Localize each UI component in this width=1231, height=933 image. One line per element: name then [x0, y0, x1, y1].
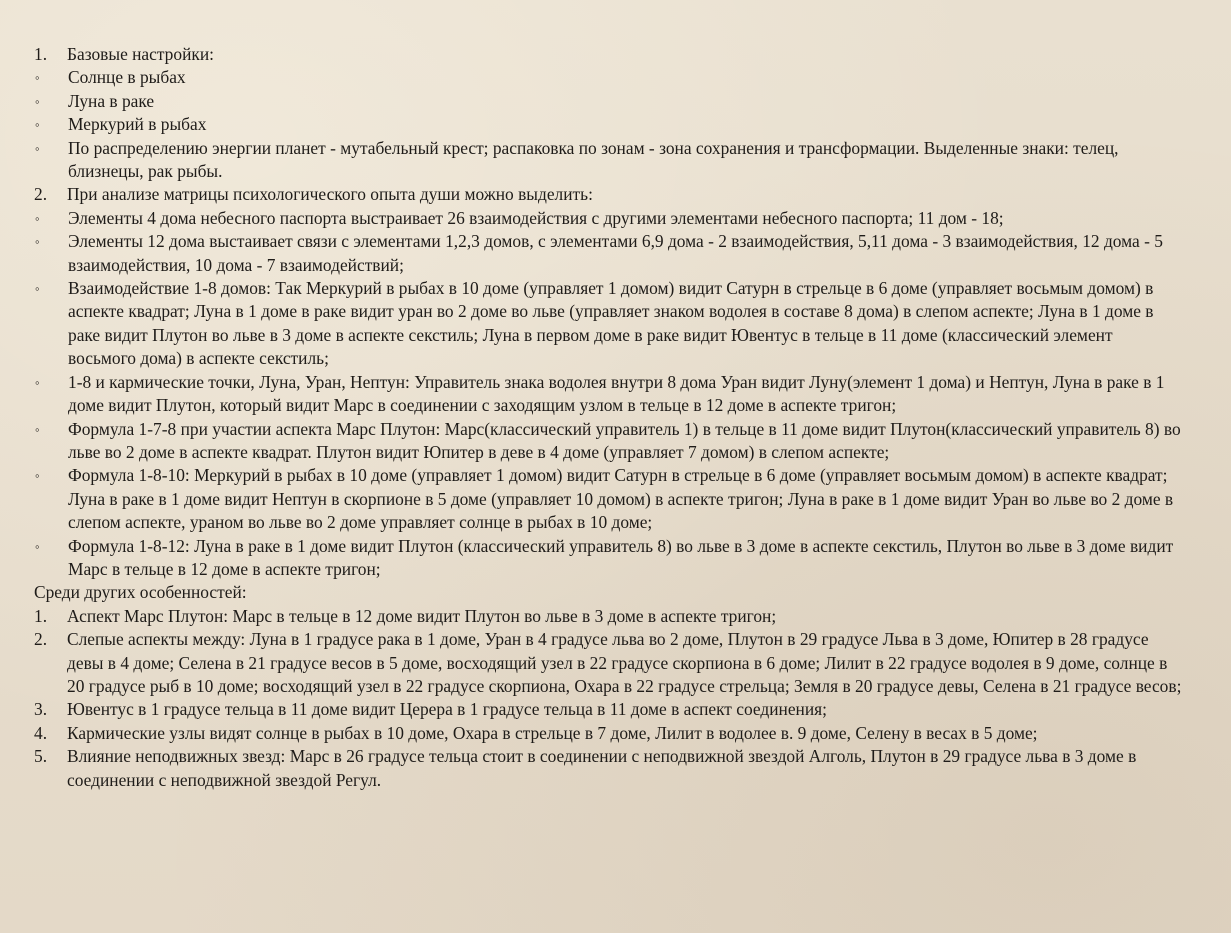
bullet-icon: ◦ [35, 117, 40, 133]
numbered-item-text: Аспект Марс Плутон: Марс в тельце в 12 доме видит Плутон во льве в 3 доме в аспекте тригон; [67, 605, 777, 626]
numbered-item-text: Кармические узлы видят солнце в рыбах в 10 доме, Охара в стрельце в 7 доме, Лилит в водолее в. 9 доме, Селену в весах в 5 доме; [67, 722, 1038, 743]
section-heading: При анализе матрицы психологического опыта души можно выделить: [67, 184, 593, 205]
list-item [34, 207, 1184, 230]
numbered-item-text: Влияние неподвижных звезд: Марс в 26 градусе тельца стоит в соединении с неподвижной звездой Алголь, Плутон в 29 градусе льва в 3 доме в соединении с неподвижной звездой Регул. [67, 746, 1137, 790]
list-item [34, 66, 1184, 89]
bullet-icon: ◦ [35, 70, 40, 86]
list-number: 1. [34, 605, 48, 626]
section-heading: Базовые настройки: [67, 44, 214, 64]
section-1-heading [34, 43, 1184, 66]
list-item-text: Меркурий в рыбах [68, 114, 207, 135]
bullet-icon: ◦ [35, 468, 40, 484]
list-item-text: Формула 1-8-10: Меркурий в рыбах в 10 доме (управляет 1 домом) видит Сатурн в стрельце в 6 доме (управляет восьмым домом) в аспекте квадрат; Луна в раке в 1 доме видит Нептун в скорпионе в 5 доме (управляет 10 домом) в аспекте тригон; Луна в раке в 1 доме видит Уран во льве во 2 доме в слепом аспекте, ураном во льве во 2 доме управляет солнце в рыбах в 10 доме; [68, 465, 1174, 533]
list-item-text: Формула 1-8-12: Луна в раке в 1 доме видит Плутон (классический управитель 8) во льве в 3 доме в аспекте секстиль, Плутон во льве в 3 доме видит Марс в тельце в 12 доме в аспекте тригон; [68, 535, 1174, 579]
bullet-icon: ◦ [35, 234, 40, 250]
numbered-item-text: Слепые аспекты между: Луна в 1 градусе рака в 1 доме, Уран в 4 градусе льва во 2 доме, Плутон в 29 градусе Льва в 3 доме, Юпитер в 28 градусе девы в 4 доме; Селена в 21 градусе весов в 5 доме, восходящий узел в 22 градусе скорпиона в 6 доме; Лилит в 22 градусе водолея в 9 доме, солнце в 20 градусе рыб в 10 доме; восходящий узел в 22 градусе скорпиона, Охара в 22 градусе стрельца; Земля в 20 градусе девы, Селена в 21 градусе весов; [67, 629, 1182, 696]
list-item [34, 464, 1184, 534]
list-item-text: Элементы 12 дома выстаивает связи с элементами 1,2,3 домов, с элементами 6,9 дома - 2 взаимодействия, 5,11 дома - 3 взаимодействия, 12 дома - 5 взаимодействия, 10 дома - 7 взаимодействий; [68, 231, 1163, 275]
list-number: 4. [34, 722, 48, 743]
section-2-heading [34, 183, 1184, 206]
document-body [34, 43, 1184, 792]
numbered-item [34, 722, 1184, 745]
list-number: 1. [34, 44, 48, 64]
list-item [34, 277, 1184, 371]
list-item [34, 535, 1184, 582]
list-item-text: 1-8 и кармические точки, Луна, Уран, Нептун: Управитель знака водолея внутри 8 дома Уран видит Луну(элемент 1 дома) и Нептун, Луна в раке в 1 доме видит Плутон, который видит Марс в соединении с заходящим узлом в тельце в 12 доме в аспекте тригон; [68, 371, 1165, 416]
bullet-icon: ◦ [35, 140, 40, 156]
list-item [34, 90, 1184, 113]
list-item [34, 371, 1184, 418]
list-item-text: Элементы 4 дома небесного паспорта выстраивает 26 взаимодействия с другими элементами небесного паспорта; 11 дом - 18; [68, 207, 1004, 228]
list-item-text: Взаимодействие 1-8 домов: Так Меркурий в рыбах в 10 доме (управляет 1 домом) видит Сатурн в стрельце в 6 доме (управляет восьмым домом) в аспекте квадрат; Луна в 1 доме в раке видит уран во 2 доме во льве (управляет знаком водолея в составе 8 дома) в слепом аспекте; Луна в 1 доме в раке видит Плутон во льве в 3 доме в аспекте секстиль; Луна в первом доме в раке видит Ювентус в тельце в 11 доме (классический элемент восьмого дома) в аспекте секстиль; [68, 278, 1154, 369]
bullet-icon: ◦ [35, 93, 40, 109]
list-number: 3. [34, 699, 48, 720]
list-number: 5. [34, 746, 48, 767]
numbered-item [34, 605, 1184, 628]
numbered-item [34, 628, 1184, 698]
other-features-heading: Среди других особенностей: [34, 582, 247, 603]
list-item [34, 230, 1184, 277]
numbered-item-text: Ювентус в 1 градусе тельца в 11 доме видит Церера в 1 градусе тельца в 11 доме в аспект соединения; [67, 699, 827, 720]
bullet-icon: ◦ [35, 210, 40, 226]
list-item [34, 113, 1184, 136]
list-item [34, 418, 1184, 465]
list-item-text: По распределению энергии планет - мутабельный крест; распаковка по зонам - зона сохранения и трансформации. Выделенные знаки: телец, близнецы, рак рыбы. [68, 137, 1119, 182]
bullet-icon: ◦ [35, 374, 40, 390]
list-number: 2. [34, 629, 48, 650]
numbered-item [34, 745, 1184, 792]
numbered-item [34, 698, 1184, 721]
bullet-icon: ◦ [35, 281, 40, 297]
list-number: 2. [34, 184, 48, 205]
list-item-text: Формула 1-7-8 при участии аспекта Марс Плутон: Марс(классический управитель 1) в тельце в 11 доме видит Плутон(классический управитель 8) во льве во 2 доме в аспекте квадрат. Плутон видит Юпитер в деве в 4 доме (управляет 7 домом) в слепом аспекте; [68, 418, 1181, 462]
list-item-text: Солнце в рыбах [68, 67, 186, 88]
bullet-icon: ◦ [35, 538, 40, 554]
list-item-text: Луна в раке [68, 90, 155, 111]
bullet-icon: ◦ [35, 421, 40, 437]
list-item [34, 137, 1184, 184]
